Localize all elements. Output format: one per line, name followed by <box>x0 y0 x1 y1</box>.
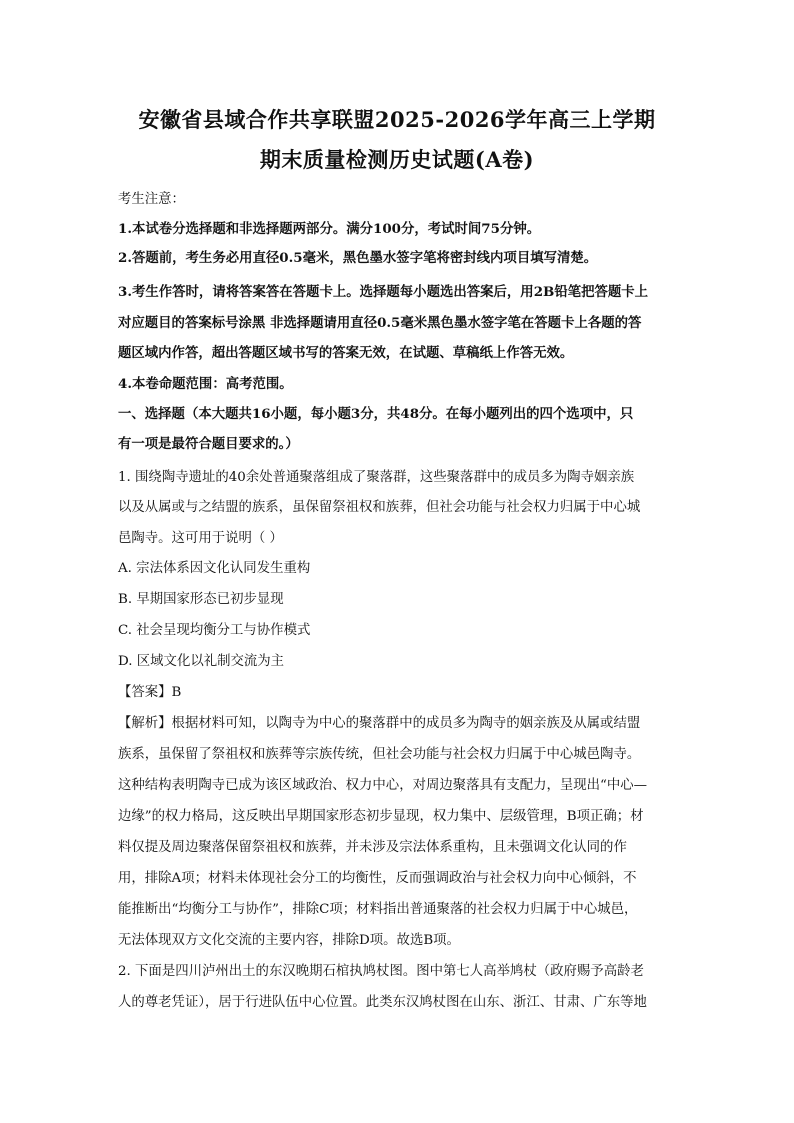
question-1-analysis-cont-7: 无法体现双方文化交流的主要内容，排除D项。故选B项。 <box>118 933 460 948</box>
question-1-stem-cont-2: 邑陶寺。这可用于说明（ ） <box>118 531 283 546</box>
notice-item-2: 2.答题前，考生务必用直径0.5毫米，黑色墨水签字笔将密封线内项目填写清楚。 <box>118 250 598 266</box>
question-2-stem-cont-1: 人的尊老凭证），居于行进队伍中心位置。此类东汉鸠杖图在山东、浙江、甘肃、广东等地 <box>118 995 647 1010</box>
section-heading-cont: 有一项是最符合题目要求的。） <box>118 436 299 452</box>
question-1-stem: 1. 围绕陶寺遗址的40余处普通聚落组成了聚落群，这些聚落群中的成员多为陶寺姻亲族 <box>118 470 635 485</box>
question-1-stem-cont-1: 以及从属或与之结盟的族系，虽保留祭祖权和族葬，但社会功能与社会权力归属于中心城 <box>118 500 641 515</box>
question-1-option-b: B. 早期国家形态已初步显现 <box>118 592 284 607</box>
question-1-analysis-cont-2: 这种结构表明陶寺已成为该区域政治、权力中心，对周边聚落具有支配力，呈现出“中心— <box>118 778 648 793</box>
question-2-stem: 2. 下面是四川泸州出土的东汉晚期石棺执鸠杖图。图中第七人高举鸠杖（政府赐予高龄老 <box>118 964 644 979</box>
question-1-analysis: 【解析】根据材料可知，以陶寺为中心的聚落群中的成员多为陶寺的姻亲族及从属或结盟 <box>118 716 641 731</box>
notice-item-3: 3.考生作答时，请将答案答在答题卡上。选择题每小题选出答案后，用2B铅笔把答题卡上 <box>118 284 649 300</box>
notice-item-4: 4.本卷命题范围：高考范围。 <box>118 376 293 392</box>
question-1-option-c: C. 社会呈现均衡分工与协作模式 <box>118 623 311 638</box>
notice-heading: 考生注意： <box>118 192 185 207</box>
question-1-option-a: A. 宗法体系因文化认同发生重构 <box>118 561 311 576</box>
question-1-analysis-cont-6: 能推断出“均衡分工与协作”，排除C项；材料指出普通聚落的社会权力归属于中心城邑， <box>118 902 638 917</box>
question-1-analysis-cont-1: 族系，虽保留了祭祖权和族葬等宗族传统，但社会功能与社会权力归属于中心城邑陶寺。 <box>118 747 641 762</box>
doc-title-line-1: 安徽省县域合作共享联盟2025-2026学年高三上学期 <box>138 107 656 132</box>
question-1-option-d: D. 区域文化以礼制交流为主 <box>118 654 285 669</box>
doc-title-line-2: 期末质量检测历史试题(A卷) <box>259 147 535 172</box>
notice-item-1: 1.本试卷分选择题和非选择题两部分。满分100分，考试时间75分钟。 <box>118 221 541 237</box>
section-heading: 一、选择题（本大题共16小题，每小题3分，共48分。在每小题列出的四个选项中，只 <box>118 406 634 422</box>
question-1-answer: 【答案】B <box>118 685 182 700</box>
question-1-analysis-cont-3: 边缘”的权力格局，这反映出早期国家形态初步显现，权力集中、层级管理，B项正确；材 <box>118 809 644 824</box>
notice-item-3-cont-2: 题区域内作答，超出答题区域书写的答案无效，在试题、草稿纸上作答无效。 <box>118 345 574 361</box>
notice-item-3-cont-1: 对应题目的答案标号涂黑 非选择题请用直径0.5毫米黑色墨水签字笔在答题卡上各题的答 <box>118 315 642 331</box>
question-1-analysis-cont-5: 用，排除A项；材料未体现社会分工的均衡性，反而强调政治与社会权力向中心倾斜，不 <box>118 871 637 886</box>
question-1-analysis-cont-4: 料仅提及周边聚落保留祭祖权和族葬，并未涉及宗法体系重构，且未强调文化认同的作 <box>118 840 627 855</box>
